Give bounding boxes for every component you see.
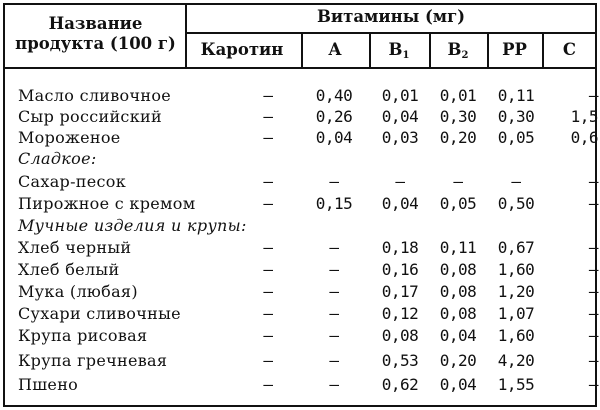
header-bottom-line xyxy=(5,67,597,69)
col-header-carotene: Каротин xyxy=(200,40,284,59)
cell-pp: 0,30 xyxy=(497,107,535,126)
cell-pp: 0,05 xyxy=(497,128,535,147)
cell-pp: 1,60 xyxy=(497,260,535,279)
vitamins-header: Витамины (мг) xyxy=(316,7,466,26)
cell-b2: 0,11 xyxy=(439,238,477,257)
cell-b1: 0,04 xyxy=(381,107,419,126)
cell-c: — xyxy=(588,86,598,105)
cell-pp: 1,55 xyxy=(497,375,535,394)
cell-b1: — xyxy=(395,172,405,191)
col-header-pp: PP xyxy=(502,40,527,59)
cell-b1: 0,53 xyxy=(381,351,419,370)
table-row xyxy=(0,193,600,214)
cell-a: — xyxy=(329,238,339,257)
table-row xyxy=(0,281,600,302)
product-name: Хлеб черный xyxy=(18,238,132,257)
product-name: Крупа рисовая xyxy=(18,326,148,345)
product-name: Сухари сливочные xyxy=(18,304,181,323)
cell-a: — xyxy=(329,172,339,191)
product-name: Крупа гречневая xyxy=(18,351,168,370)
cell-b2: 0,20 xyxy=(439,128,477,147)
cell-pp: 0,67 xyxy=(497,238,535,257)
cell-carotene: — xyxy=(263,238,273,257)
table-row xyxy=(0,127,600,148)
product-name: Сыр российский xyxy=(18,107,162,126)
product-name: Мороженое xyxy=(18,128,121,147)
cell-a: 0,40 xyxy=(315,86,353,105)
cell-b1: 0,01 xyxy=(381,86,419,105)
cell-c: 1,5 xyxy=(570,107,598,126)
cell-carotene: — xyxy=(263,375,273,394)
cell-pp: 0,11 xyxy=(497,86,535,105)
product-header xyxy=(8,14,183,54)
cell-b1: 0,16 xyxy=(381,260,419,279)
cell-carotene: — xyxy=(263,304,273,323)
table-row xyxy=(0,350,600,371)
cell-b2: 0,04 xyxy=(439,326,477,345)
cell-pp: 1,20 xyxy=(497,282,535,301)
table-row xyxy=(0,85,600,106)
cell-c: — xyxy=(588,351,598,370)
col-header-b1: $В_1$ xyxy=(388,40,410,61)
cell-a: — xyxy=(329,351,339,370)
cell-carotene: — xyxy=(263,86,273,105)
cell-carotene: — xyxy=(263,282,273,301)
cell-carotene: — xyxy=(263,128,273,147)
product-header-line1: Название xyxy=(48,14,143,33)
table-row xyxy=(0,303,600,324)
table-row xyxy=(0,171,600,192)
product-name: Пшено xyxy=(18,375,79,394)
table-row xyxy=(0,325,600,346)
product-name: Мука (любая) xyxy=(18,282,138,301)
cell-c: — xyxy=(588,326,598,345)
cell-pp: — xyxy=(511,172,521,191)
cell-pp: 0,50 xyxy=(497,194,535,213)
cell-c: — xyxy=(588,194,598,213)
cell-carotene: — xyxy=(263,326,273,345)
cell-a: — xyxy=(329,282,339,301)
product-name: Хлеб белый xyxy=(18,260,120,279)
cell-b2: 0,05 xyxy=(439,194,477,213)
cell-a: — xyxy=(329,260,339,279)
cell-a: 0,04 xyxy=(315,128,353,147)
table-row xyxy=(0,374,600,395)
category-row xyxy=(0,148,600,169)
cell-b2: — xyxy=(453,172,463,191)
cell-carotene: — xyxy=(263,351,273,370)
category-label: Сладкое: xyxy=(18,149,97,168)
cell-a: 0,26 xyxy=(315,107,353,126)
cell-b1: 0,62 xyxy=(381,375,419,394)
cell-b2: 0,30 xyxy=(439,107,477,126)
product-header-line2: продукта (100 г) xyxy=(15,34,176,53)
product-name: Сахар-песок xyxy=(18,172,127,191)
cell-b1: 0,12 xyxy=(381,304,419,323)
cell-b1: 0,18 xyxy=(381,238,419,257)
cell-c: — xyxy=(588,304,598,323)
cell-a: — xyxy=(329,375,339,394)
cell-c: 0,6 xyxy=(570,128,598,147)
cell-b1: 0,03 xyxy=(381,128,419,147)
cell-c: — xyxy=(588,282,598,301)
cell-b2: 0,04 xyxy=(439,375,477,394)
product-name: Пирожное с кремом xyxy=(18,194,196,213)
cell-b2: 0,08 xyxy=(439,304,477,323)
cell-b2: 0,20 xyxy=(439,351,477,370)
col-header-b2: $В_2$ xyxy=(447,40,469,61)
cell-c: — xyxy=(588,260,598,279)
cell-c: — xyxy=(588,238,598,257)
col-header-c: С xyxy=(562,40,577,59)
vitamins-header-underline xyxy=(187,32,597,34)
cell-a: — xyxy=(329,304,339,323)
cell-c: — xyxy=(588,375,598,394)
cell-c: — xyxy=(588,172,598,191)
category-label: Мучные изделия и крупы: xyxy=(18,216,247,235)
cell-b2: 0,08 xyxy=(439,260,477,279)
category-row xyxy=(0,215,600,236)
product-name: Масло сливочное xyxy=(18,86,172,105)
cell-b2: 0,08 xyxy=(439,282,477,301)
cell-b1: 0,08 xyxy=(381,326,419,345)
cell-pp: 4,20 xyxy=(497,351,535,370)
cell-carotene: — xyxy=(263,172,273,191)
cell-b1: 0,17 xyxy=(381,282,419,301)
table-row xyxy=(0,237,600,258)
cell-a: 0,15 xyxy=(315,194,353,213)
cell-pp: 1,60 xyxy=(497,326,535,345)
cell-b2: 0,01 xyxy=(439,86,477,105)
cell-carotene: — xyxy=(263,260,273,279)
cell-b1: 0,04 xyxy=(381,194,419,213)
cell-a: — xyxy=(329,326,339,345)
table-row xyxy=(0,106,600,127)
table-row xyxy=(0,259,600,280)
cell-carotene: — xyxy=(263,107,273,126)
cell-pp: 1,07 xyxy=(497,304,535,323)
col-header-a: А xyxy=(328,40,342,59)
cell-carotene: — xyxy=(263,194,273,213)
